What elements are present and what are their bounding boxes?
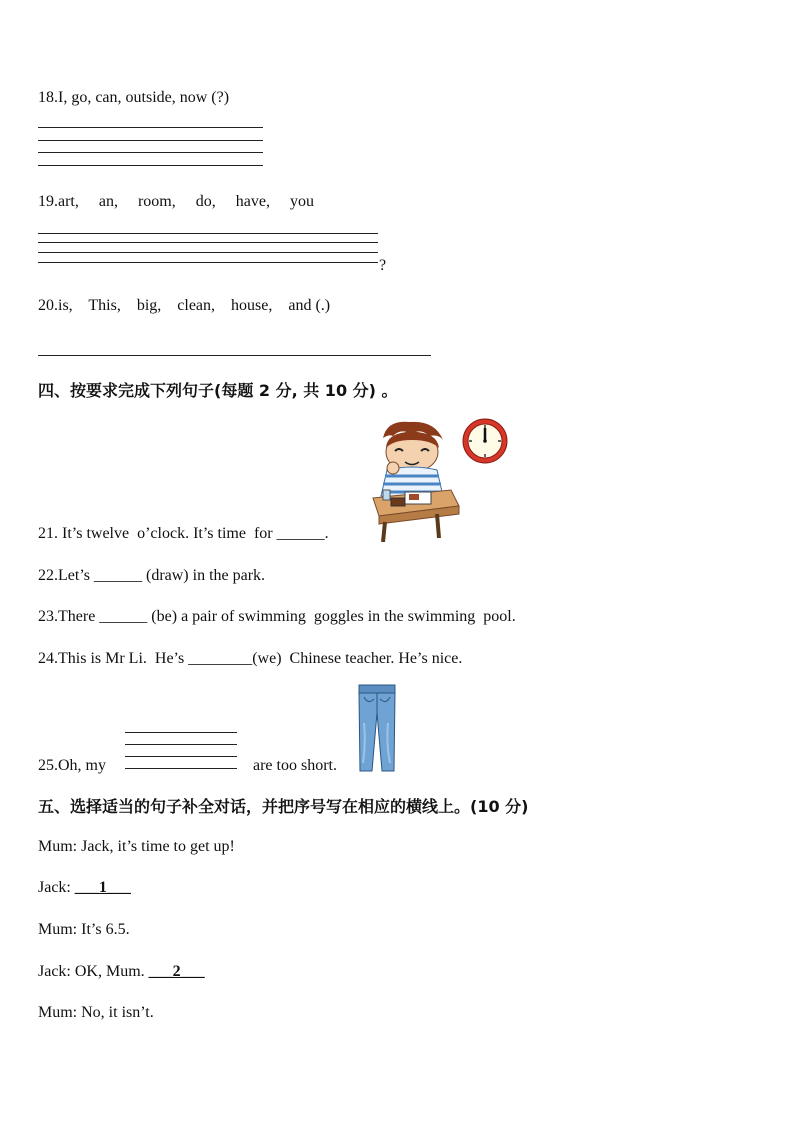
speaker: Jack: bbox=[38, 963, 71, 980]
answer-line[interactable] bbox=[38, 252, 378, 253]
answer-line[interactable] bbox=[125, 768, 237, 769]
speaker: Mum: bbox=[38, 921, 78, 938]
dialogue-line bbox=[38, 962, 205, 982]
answer-line[interactable] bbox=[38, 262, 378, 263]
dialogue-text: OK, Mum. bbox=[74, 963, 145, 980]
question-18-text: 18.I, go, can, outside, now (?) bbox=[38, 89, 230, 106]
question-25-prefix: 25.Oh, my bbox=[38, 757, 106, 774]
answer-line[interactable] bbox=[38, 127, 263, 128]
boy-eating-lunch-illustration bbox=[365, 418, 461, 542]
dialogue-text: It’s 6.5. bbox=[81, 921, 130, 938]
answer-line[interactable] bbox=[125, 732, 237, 733]
speaker: Jack: bbox=[38, 879, 71, 896]
dialogue-line bbox=[38, 920, 130, 940]
dialogue-line bbox=[38, 1003, 154, 1023]
question-20-text: 20.is, This, big, clean, house, and (.) bbox=[38, 297, 331, 314]
clock-twelve-oclock-icon bbox=[461, 417, 509, 465]
question-22-text: 22.Let’s ______ (draw) in the park. bbox=[38, 567, 266, 584]
answer-line[interactable] bbox=[38, 152, 263, 153]
question-19-text: 19.art, an, room, do, have, you bbox=[38, 193, 314, 210]
question-24-text: 24.This is Mr Li. He’s ________(we) Chinese teacher. He’s nice. bbox=[38, 650, 463, 667]
speaker: Mum: bbox=[38, 838, 78, 855]
answer-line[interactable] bbox=[38, 165, 263, 166]
answer-line[interactable] bbox=[38, 242, 378, 243]
section-4-heading: 四、按要求完成下列句子(每题 2 分, 共 10 分) 。 bbox=[38, 381, 398, 400]
dialogue-text: No, it isn’t. bbox=[81, 1004, 154, 1021]
answer-line[interactable] bbox=[125, 744, 237, 745]
answer-line[interactable] bbox=[125, 756, 237, 757]
dialogue-line bbox=[38, 837, 235, 857]
answer-line[interactable] bbox=[38, 140, 263, 141]
question-mark: ? bbox=[379, 257, 387, 274]
question-23-text: 23.There ______ (be) a pair of swimming goggles in the swimming pool. bbox=[38, 608, 516, 625]
speaker: Mum: bbox=[38, 1004, 78, 1021]
section-5-heading: 五、选择适当的句子补全对话，并把序号写在相应的横线上。(10 分) bbox=[38, 797, 529, 816]
answer-line[interactable] bbox=[38, 355, 431, 356]
answer-blank-1[interactable]: ___1___ bbox=[74, 879, 131, 896]
dialogue-line bbox=[38, 878, 131, 898]
question-25-suffix: are too short. bbox=[253, 757, 337, 774]
question-21-text: 21. It’s twelve o’clock. It’s time for ______. bbox=[38, 525, 329, 542]
jeans-illustration bbox=[356, 683, 398, 773]
answer-line[interactable] bbox=[38, 233, 378, 234]
answer-blank-2[interactable]: ___2___ bbox=[148, 963, 205, 980]
dialogue-text: Jack, it’s time to get up! bbox=[81, 838, 235, 855]
